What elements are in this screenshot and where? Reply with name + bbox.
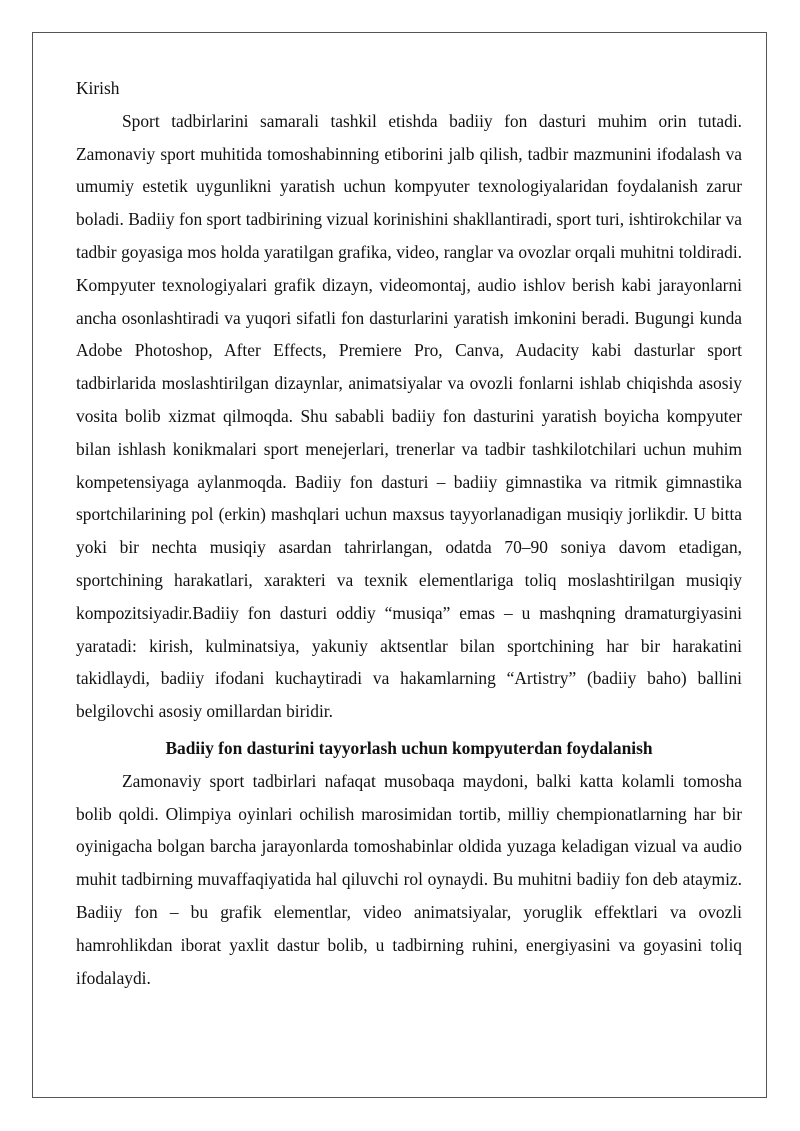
intro-heading: Kirish <box>76 78 120 98</box>
document-body <box>76 72 742 994</box>
intro-paragraph: Sport tadbirlarini samarali tashkil etishda badiiy fon dasturi muhim orin tutadi. Zamonaviy sport muhitida tomoshabinning etiborini jalb qilish, tadbir mazmunini ifodalash va umumiy estetik uygunlikni yaratish uchun kompyuter texnologiyalaridan foydalanish zarur boladi. Badiiy fon sport tadbirining vizual korinishini shakllantiradi, sport turi, ishtirokchilar va tadbir goyasiga mos holda yaratilgan grafika, video, ranglar va ovozlar orqali muhitni toldiradi. Kompyuter texnologiyalari grafik dizayn, videomontaj, audio ishlov berish kabi jarayonlarni ancha osonlashtiradi va yuqori sifatli fon dasturlarini yaratish imkonini beradi. Bugungi kunda Adobe Photoshop, After Effects, Premiere Pro, Canva, Audacity kabi dasturlar sport tadbirlarida moslashtirilgan dizaynlar, animatsiyalar va ovozli fonlarni ishlab chiqishda asosiy vosita bolib xizmat qilmoqda. Shu sababli badiiy fon dasturini yaratish boyicha kompyuter bilan ishlash konikmalari sport menejerlari, trenerlar va tadbir tashkilotchilari uchun muhim kompetensiyaga aylanmoqda. Badiiy fon dasturi – badiiy gimnastika va ritmik gimnastika sportchilarining pol (erkin) mashqlari uchun maxsus tayyorlanadigan musiqiy jorlikdir. U bitta yoki bir nechta musiqiy asardan tahrirlangan, odatda 70–90 soniya davom etadigan, sportchining harakatlari, xarakteri va texnik elementlariga toliq moslashtirilgan musiqiy kompozitsiyadir.Badiiy fon dasturi oddiy “musiqa” emas – u mashqning dramaturgiyasini yaratadi: kirish, kulminatsiya, yakuniy aktsentlar bilan sportchining har bir harakatini takidlaydi, badiiy ifodani kuchaytiradi va hakamlarning “Artistry” (badiiy baho) ballini belgilovchi asosiy omillardan biridir. <box>76 110 742 722</box>
section-title: Badiiy fon dasturini tayyorlash uchun kompyuterdan foydalanish <box>165 737 653 758</box>
section-paragraph: Zamonaviy sport tadbirlari nafaqat musobaqa maydoni, balki katta kolamli tomosha bolib qoldi. Olimpiya oyinlari ochilish marosimidan tortib, milliy chempionatlarning har bir oyinigacha bolgan barcha jarayonlarda tomoshabinlar oldida yuzaga keladigan vizual va audio muhit tadbirning muvaffaqiyatida hal qiluvchi rol oynaydi. Bu muhitni badiiy fon deb ataymiz. Badiiy fon – bu grafik elementlar, video animatsiyalar, yoruglik effektlari va ovozli hamrohlikdan iborat yaxlit dastur bolib, u tadbirning ruhini, energiyasini va goyasini toliq ifodalaydi. <box>76 770 742 988</box>
